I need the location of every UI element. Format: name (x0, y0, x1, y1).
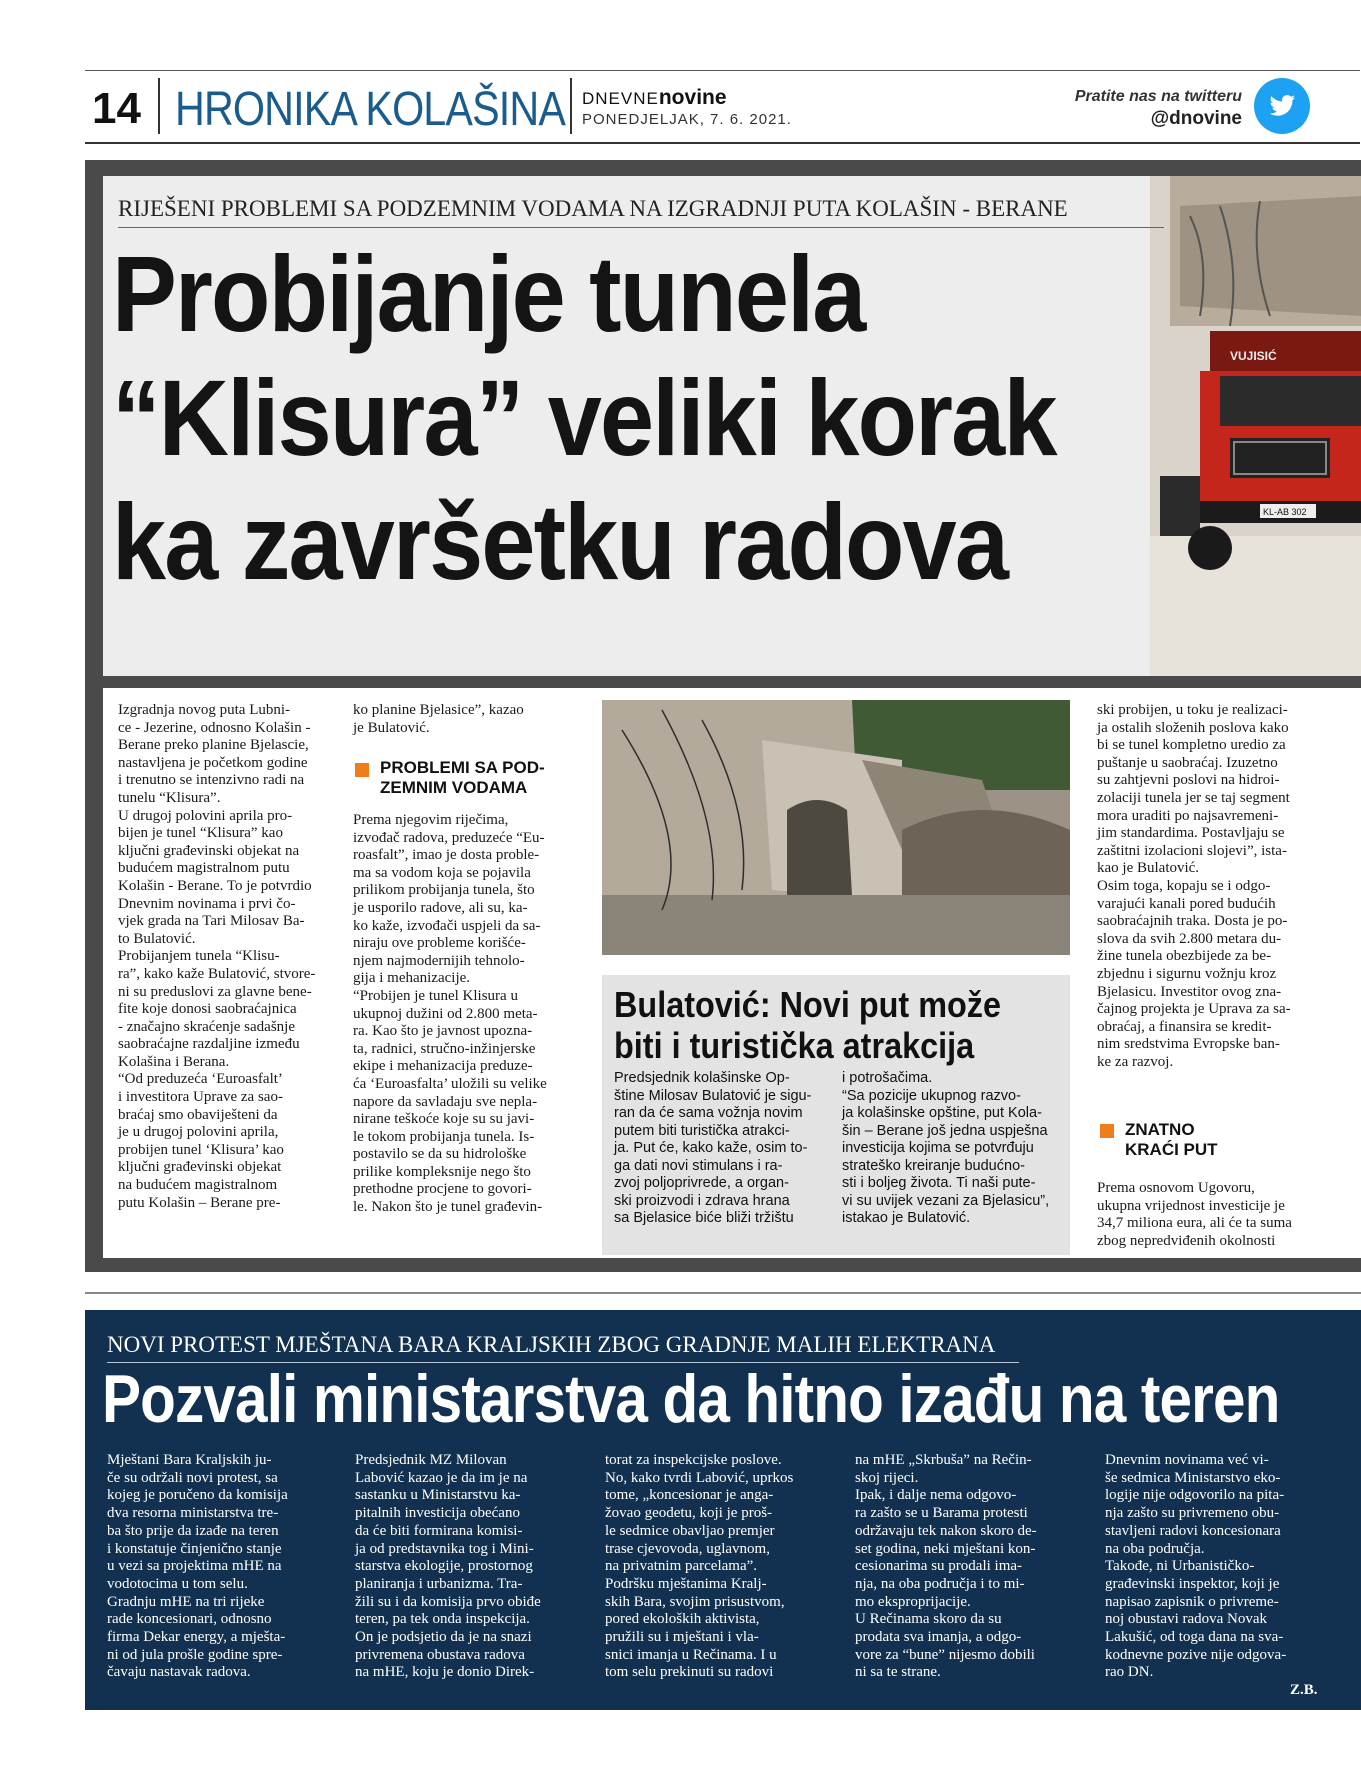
section-title: HRONIKA KOLAŠINA (175, 83, 565, 136)
brand-prefix: DNEVNE (582, 89, 659, 108)
story2-column-2: Predsjednik MZ Milovan Labović kazao je da im je na sastanku u Ministarstvu ka- pitalnih investicija obećano da će biti formirana komisi- ja od predstavnika tog i Mini- starstva ekologije, prostornog planiranja i urbanizma. Tra- žili su i da komisija prvo obiđe teren, pa tek onda inspekcija. On je podsjetio da je na snazi privremena obustava radova na mHE, koju je donio Direk- (355, 1452, 541, 1681)
author-signature: Z.B. (1290, 1682, 1318, 1698)
twitter-icon[interactable] (1254, 78, 1310, 134)
header-bottom-rule (85, 142, 1360, 144)
truck-plate-text: KL-AB 302 (1263, 507, 1307, 517)
story-separator (85, 1292, 1361, 1294)
story2-kicker: NOVI PROTEST MJEŠTANA BARA KRALJSKIH ZBOG GRADNJE MALIH ELEKTRANA (107, 1332, 996, 1357)
article-column-4a: ski probijen, u toku je realizaci- ja ostalih složenih poslova kako bi se tunel kompletno uredio za puštanje u saobraćaj. Izuzetno su zahtjevni poslovi na hidroi- zolaciji tunela jer se taj segment mora uraditi po najsavremeni- jim standardima. Postavljaju se zaštitni izolacioni slojevi”, ista- kao je Bulatović. Osim toga, kopaju se i odgo- varajući kanali pored budućih saobraćajnih traka. Dosta je po- slova da svih 2.800 metara du- žine tunela obezbijede za be- zbjednu i sigurnu vožnju kroz Bjelasicu. Investitor ovog zna- čajnog projekta je Uprava za sa- obraćaj, a finansira se kredit- nim sredstvima Evropske ban- ke za razvoj. (1097, 702, 1291, 1070)
story2-headline: Pozvali ministarstva da hitno izađu na teren (102, 1361, 1280, 1437)
headline-line: “Klisura” veliki korak (112, 357, 1056, 478)
article-column-2a: ko planine Bjelasice”, kazao je Bulatović. (353, 702, 524, 736)
article-column-4b: Prema osnovom Ugovoru, ukupna vrijednost investicije je 34,7 miliona eura, ali će ta suma zbog nepredviđenih okolnosti (1097, 1180, 1292, 1249)
header-divider (570, 78, 572, 134)
article-column-1: Izgradnja novog puta Lubni- ce - Jezerine, odnosno Kolašin - Berane preko planine Bjelascie, nastavljena je početkom godine i trenutno se intenzivno radi na tunelu “Klisura”. U drugoj polovini aprila pro- bijen je tunel “Klisura” kao ključni građevinski objekat na budućem magistralnom putu Kolašin - Berane. To je potvrdio Dnevnim novinama i prvi čo- vjek grada na Tari Milosav Ba- to Bulatović. Probijanjem tunela “Klisu- ra”, kako kaže Bulatović, stvore- ni su preduslovi za glavne bene- fite koje donosi saobraćajnica - značajno skraćenje sadašnje saobraćajne razdaljine između Kolašina i Berana. “Od preduzeća ‘Euroasfalt’ i investitora Uprave za sao- braćaj smo obaviješteni da je u drugoj polovini aprila, probijen tunel ‘Klisura’ kao ključni građevinski objekat na budućem magistralnom putu Kolašin – Berane pre- (118, 702, 316, 1211)
story2-column-4: na mHE „Skrbuša” na Rečin- skoj rijeci. Ipak, i dalje nema odgovo- ra zašto se u Barama protesti održavaju tek nakon skoro de- set godina, neki mještani kon- cesionarima su prodali ima- nja, na oba područja i to mi- mo eksproprijacije. U Rečinama skoro da su prodata sva imanja, a odgo- vore za “bune” nijesmo dobili ni sa te strane. (855, 1452, 1037, 1681)
truck-photo (1150, 176, 1361, 676)
newspaper-logo (582, 86, 727, 110)
headline-line: Probijanje tunela (112, 233, 865, 354)
headline-line: ka završetku radova (112, 481, 1008, 602)
story-kicker: RIJEŠENI PROBLEMI SA PODZEMNIM VODAMA NA IZGRADNJI PUTA KOLAŠIN - BERANE (118, 196, 1068, 221)
issue-date: PONEDJELJAK, 7. 6. 2021. (582, 111, 792, 128)
page-number: 14 (92, 84, 141, 133)
story2-column-5: Dnevnim novinama već vi- še sedmica Ministarstvo eko- logije nije odgovorilo na pita- nja zašto su privremeno obu- stavljeni radovi koncesionara na oba područja. Takođe, ni Urbanističko- građevinski inspektor, koji je napisao zapisnik o privreme- noj obustavi radova Novak Lakušić, od toga dana na sva- kodnevne pozive nije odgova- rao DN. (1105, 1452, 1287, 1681)
kicker-underline (118, 227, 1164, 228)
header-divider (158, 78, 160, 134)
sidebar-headline-line: Bulatović: Novi put može (614, 984, 1002, 1025)
subheading: ZNATNO KRAĆI PUT (1125, 1120, 1218, 1159)
sidebar-headline-line: biti i turistička atrakcija (614, 1025, 975, 1066)
story2-column-3: torat za inspekcijske poslove. No, kako tvrdi Labović, uprkos tome, „koncesionar je anga- žovao geodetu, koji je proš- le sedmice obavljao premjer trase cjevovoda, uglavnom, na privatnim parcelama”. Podršku mještanima Kralj- skih Bara, svojim prisustvom, pored ekoloških aktivista, pružili su i mještani i vla- snici imanja u Rečinama. I u tom selu prekinuti su radovi (605, 1452, 794, 1681)
subhead-bullet-icon (355, 763, 369, 777)
sidebar-column-2: i potrošačima. “Sa pozicije ukupnog razvo- ja kolašinske opštine, put Kola- šin – Berane još jedna uspješna investicija kojima se potvrđuju strateško kreiranje budućno- sti i boljeg života. Ti naši pute- vi su uvijek vezani za Bjelasicu”, istakao je Bulatović. (842, 1070, 1050, 1226)
sidebar-column-1: Predsjednik kolašinske Op- štine Milosav Bulatović je sigu- ran da će sama vožnja novim putem biti turistička atrakci- ja. Put će, kako kaže, osim to- ga dati novi stimulans i ra- zvoj poljoprivrede, a organ- ski proizvodi i zdrava hrana sa Bjelasice biće bliži tržištu (614, 1070, 812, 1226)
truck-logo-text: VUJISIĆ (1230, 349, 1277, 363)
sidebar-headline (614, 984, 1001, 1066)
subhead-bullet-icon (1100, 1124, 1114, 1138)
subheading: PROBLEMI SA POD- ZEMNIM VODAMA (380, 758, 545, 797)
tunnel-photo (602, 700, 1070, 955)
twitter-follow-text: Pratite nas na twitteru (1074, 88, 1242, 105)
story-headline (112, 232, 1056, 604)
header-top-rule (85, 70, 1360, 71)
twitter-handle[interactable]: @dnovine (1150, 108, 1242, 129)
brand-bold: novine (658, 86, 727, 109)
article-column-2b: Prema njegovim riječima, izvođač radova, preduzeće “Eu- roasfalt”, imao je dosta proble- ma sa vodom koja se pojavila prilikom probijanja tunela, što je usporilo radove, ali su, ka- ko kaže, izvođači uspjeli da sa- niraju ove probleme korišće- njem najmodernijih tehnolo- gija i mehanizacije. “Probijen je tunel Klisura u ukupnoj dužini od 2.800 meta- ra. Kao što je javnost upozna- ta, radnici, stručno-inžinjerske ekipe i mehanizacija preduze- ća ‘Euroasfalta’ uložili su velike napore da savladaju sve nepla- nirane teškoće koje su su javi- le tokom probijanja tunela. Is- postavilo se da su hidrološke prilike kompleksnije nego što prethodne procjene to govori- le. Nakon što je tunel građevin- (353, 812, 547, 1216)
story2-column-1: Mještani Bara Kraljskih ju- če su održali novi protest, sa kojeg je poručeno da komisija dva resorna ministarstva tre- ba što prije da izađe na teren i konstatuje činjenično stanje u vezi sa projektima mHE na vodotocima u tom selu. Gradnju mHE na tri rijeke rade koncesionari, odnosno firma Dekar energy, a mješta- ni od jula prošle godine spre- čavaju nastavak radova. (107, 1452, 288, 1681)
